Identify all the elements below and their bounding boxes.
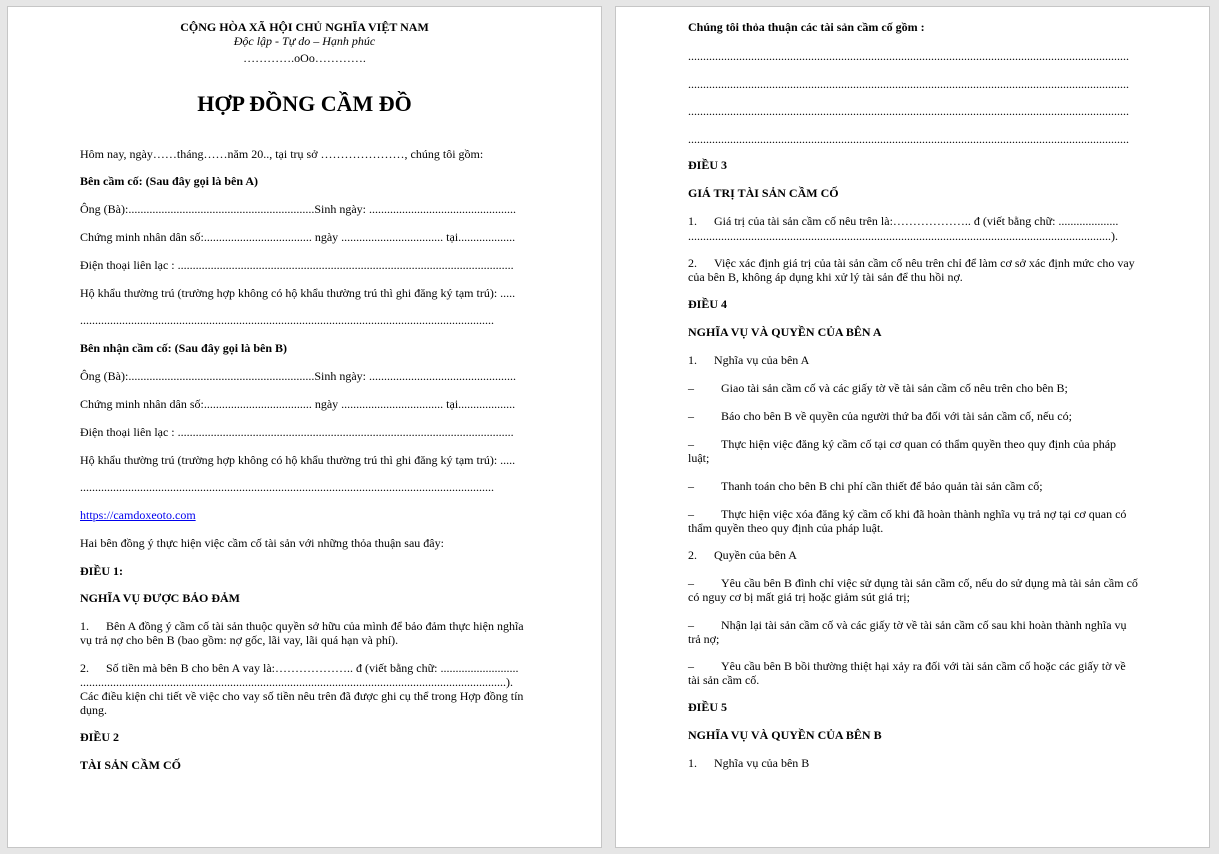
article-1-paragraph-1 (80, 619, 530, 647)
article-1-paragraph-2-line-3: Các điều kiện chi tiết về việc cho vay số tiền nêu trên đã được ghi cụ thể trong Hợp đồng tín dụng. (80, 689, 524, 717)
article-5-title: NGHĨA VỤ VÀ QUYỀN CỦA BÊN B (688, 728, 882, 742)
agreement-line: Hai bên đồng ý thực hiện việc cầm cố tài sản với những thỏa thuận sau đây: (80, 536, 444, 550)
obligation-text: Thanh toán cho bên B chi phí cần thiết để bảo quản tài sản cầm cố; (721, 479, 1043, 493)
article-4-obligation-1 (688, 381, 1068, 395)
section-number: 1. (688, 756, 697, 770)
article-3-paragraph-1-line-1 (688, 214, 1118, 228)
article-4-obligation-2 (688, 409, 1072, 423)
intro-line: Hôm nay, ngày……tháng……năm 20.., tại trụ sở …………………, chúng tôi gồm: (80, 147, 484, 161)
paragraph-text: Bên A đồng ý cầm cố tài sản thuộc quyền sở hữu của mình để bảo đảm thực hiện nghĩa vụ trả nợ cho bên B (bao gồm: nợ gốc, lãi vay, lãi quá hạn và phí). (80, 619, 524, 647)
article-4-obligation-5 (688, 507, 1138, 535)
dash-bullet: – (688, 507, 694, 521)
party-a-phone-line: Điện thoại liên lạc : ................................................................................................................ (80, 258, 514, 272)
section-title: Nghĩa vụ của bên A (714, 353, 810, 367)
article-3-paragraph-2 (688, 256, 1138, 284)
asset-dot-line-2: ................................................................................................................................................... (688, 77, 1129, 91)
article-1-paragraph-2-line-2: ..............................................................................................................................................). (80, 675, 513, 689)
article-4-section-2 (688, 548, 797, 562)
paragraph-number: 1. (80, 619, 89, 633)
party-b-residence-continuation: .......................................................................................................................................... (80, 480, 494, 494)
asset-dot-line-3: ................................................................................................................................................... (688, 104, 1129, 118)
article-4-title: NGHĨA VỤ VÀ QUYỀN CỦA BÊN A (688, 325, 882, 339)
header-separator: ………….oOo…………. (243, 51, 366, 65)
asset-dot-line-4: ................................................................................................................................................... (688, 132, 1129, 146)
article-5-section-1 (688, 756, 809, 770)
article-5-label: ĐIỀU 5 (688, 700, 728, 714)
article-4-section-1 (688, 353, 809, 367)
section-number: 2. (688, 548, 697, 562)
dash-bullet: – (688, 659, 694, 673)
paragraph-text: Việc xác định giá trị của tài sản cầm cố nêu trên chỉ để làm cơ sở xác định mức cho vay của bên B, không áp dụng khi xử lý tài sản để thu hồi nợ. (688, 256, 1135, 284)
article-4-right-3 (688, 659, 1138, 687)
party-b-phone-line: Điện thoại liên lạc : ................................................................................................................ (80, 425, 514, 439)
article-1-paragraph-2-line-1 (80, 661, 518, 675)
party-b-residence-line: Hộ khẩu thường trú (trường hợp không có hộ khẩu thường trú thì ghi đăng ký tạm trú): ..... (80, 453, 516, 467)
party-a-residence-continuation: .......................................................................................................................................... (80, 313, 494, 327)
article-4-obligation-3 (688, 437, 1138, 465)
dash-bullet: – (688, 381, 694, 395)
asset-dot-line-1: ................................................................................................................................................... (688, 49, 1129, 63)
paragraph-number: 1. (688, 214, 697, 228)
party-b-name-line: Ông (Bà):..............................................................Sinh ngày: ................................................. (80, 369, 516, 383)
section-title: Nghĩa vụ của bên B (714, 756, 810, 770)
document-page-2 (615, 6, 1210, 848)
dash-bullet: – (688, 576, 694, 590)
party-b-heading: Bên nhận cầm cố: (Sau đây gọi là bên B) (80, 341, 288, 355)
obligation-text: Báo cho bên B về quyền của người thứ ba đối với tài sản cầm cố, nếu có; (721, 409, 1072, 423)
paragraph-number: 2. (688, 256, 697, 270)
obligation-text: Thực hiện việc đăng ký cầm cố tại cơ quan có thẩm quyền theo quy định của pháp luật; (688, 437, 1117, 465)
right-text: Yêu cầu bên B đình chỉ việc sử dụng tài sản cầm cố, nếu do sử dụng mà tài sản cầm cố có nguy cơ bị mất giá trị hoặc giảm sút giá trị; (688, 576, 1138, 604)
article-2-label: ĐIỀU 2 (80, 730, 120, 744)
paragraph-number: 2. (80, 661, 89, 675)
section-number: 1. (688, 353, 697, 367)
website-link[interactable]: https://camdoxeoto.com (80, 508, 196, 522)
article-3-label: ĐIỀU 3 (688, 158, 728, 172)
party-a-residence-line: Hộ khẩu thường trú (trường hợp không có hộ khẩu thường trú thì ghi đăng ký tạm trú): ..... (80, 286, 516, 300)
article-1-label: ĐIỀU 1: (80, 564, 124, 578)
article-1-title: NGHĨA VỤ ĐƯỢC BẢO ĐẢM (80, 591, 241, 605)
assets-intro: Chúng tôi thỏa thuận các tài sản cầm cố gồm : (688, 20, 925, 34)
header-country: CỘNG HÒA XÃ HỘI CHỦ NGHĨA VIỆT NAM (180, 20, 429, 34)
paragraph-text: Giá trị của tài sản cầm cố nêu trên là:……………….. đ (viết bằng chữ: .................... (714, 214, 1119, 228)
party-a-id-line: Chứng minh nhân dân số:.................................... ngày .................................. tại................... (80, 230, 516, 244)
section-title: Quyền của bên A (714, 548, 797, 562)
article-4-right-1 (688, 576, 1138, 604)
right-text: Nhận lại tài sản cầm cố và các giấy tờ về tài sản cầm cố sau khi hoàn thành nghĩa vụ trả nợ; (688, 618, 1127, 646)
article-2-title: TÀI SẢN CẦM CỐ (80, 758, 182, 772)
article-4-obligation-4 (688, 479, 1043, 493)
header-motto: Độc lập - Tự do – Hạnh phúc (233, 34, 376, 48)
party-a-heading: Bên cầm cố: (Sau đây gọi là bên A) (80, 174, 259, 188)
right-text: Yêu cầu bên B bồi thường thiệt hại xảy ra đối với tài sản cầm cố hoặc các giấy tờ về tài sản cầm cố. (688, 659, 1126, 687)
party-b-id-line: Chứng minh nhân dân số:.................................... ngày .................................. tại................... (80, 397, 516, 411)
article-4-label: ĐIỀU 4 (688, 297, 728, 311)
party-a-name-line: Ông (Bà):..............................................................Sinh ngày: ................................................. (80, 202, 516, 216)
dash-bullet: – (688, 479, 694, 493)
document-page-1 (7, 6, 602, 848)
article-4-right-2 (688, 618, 1138, 646)
dash-bullet: – (688, 437, 694, 451)
dash-bullet: – (688, 618, 694, 632)
paragraph-text: Số tiền mà bên B cho bên A vay là:……………….. đ (viết bằng chữ: .......................... (106, 661, 519, 675)
obligation-text: Giao tài sản cầm cố và các giấy tờ về tài sản cầm cố nêu trên cho bên B; (721, 381, 1068, 395)
article-3-title: GIÁ TRỊ TÀI SẢN CẦM CỐ (688, 186, 839, 200)
article-3-paragraph-1-line-2: .............................................................................................................................................). (688, 229, 1118, 243)
obligation-text: Thực hiện việc xóa đăng ký cầm cố khi đã hoàn thành nghĩa vụ trả nợ tại cơ quan có thẩm quyền theo quy định của pháp luật. (688, 507, 1127, 535)
document-title: HỢP ĐỒNG CẦM ĐỒ (197, 91, 412, 116)
dash-bullet: – (688, 409, 694, 423)
